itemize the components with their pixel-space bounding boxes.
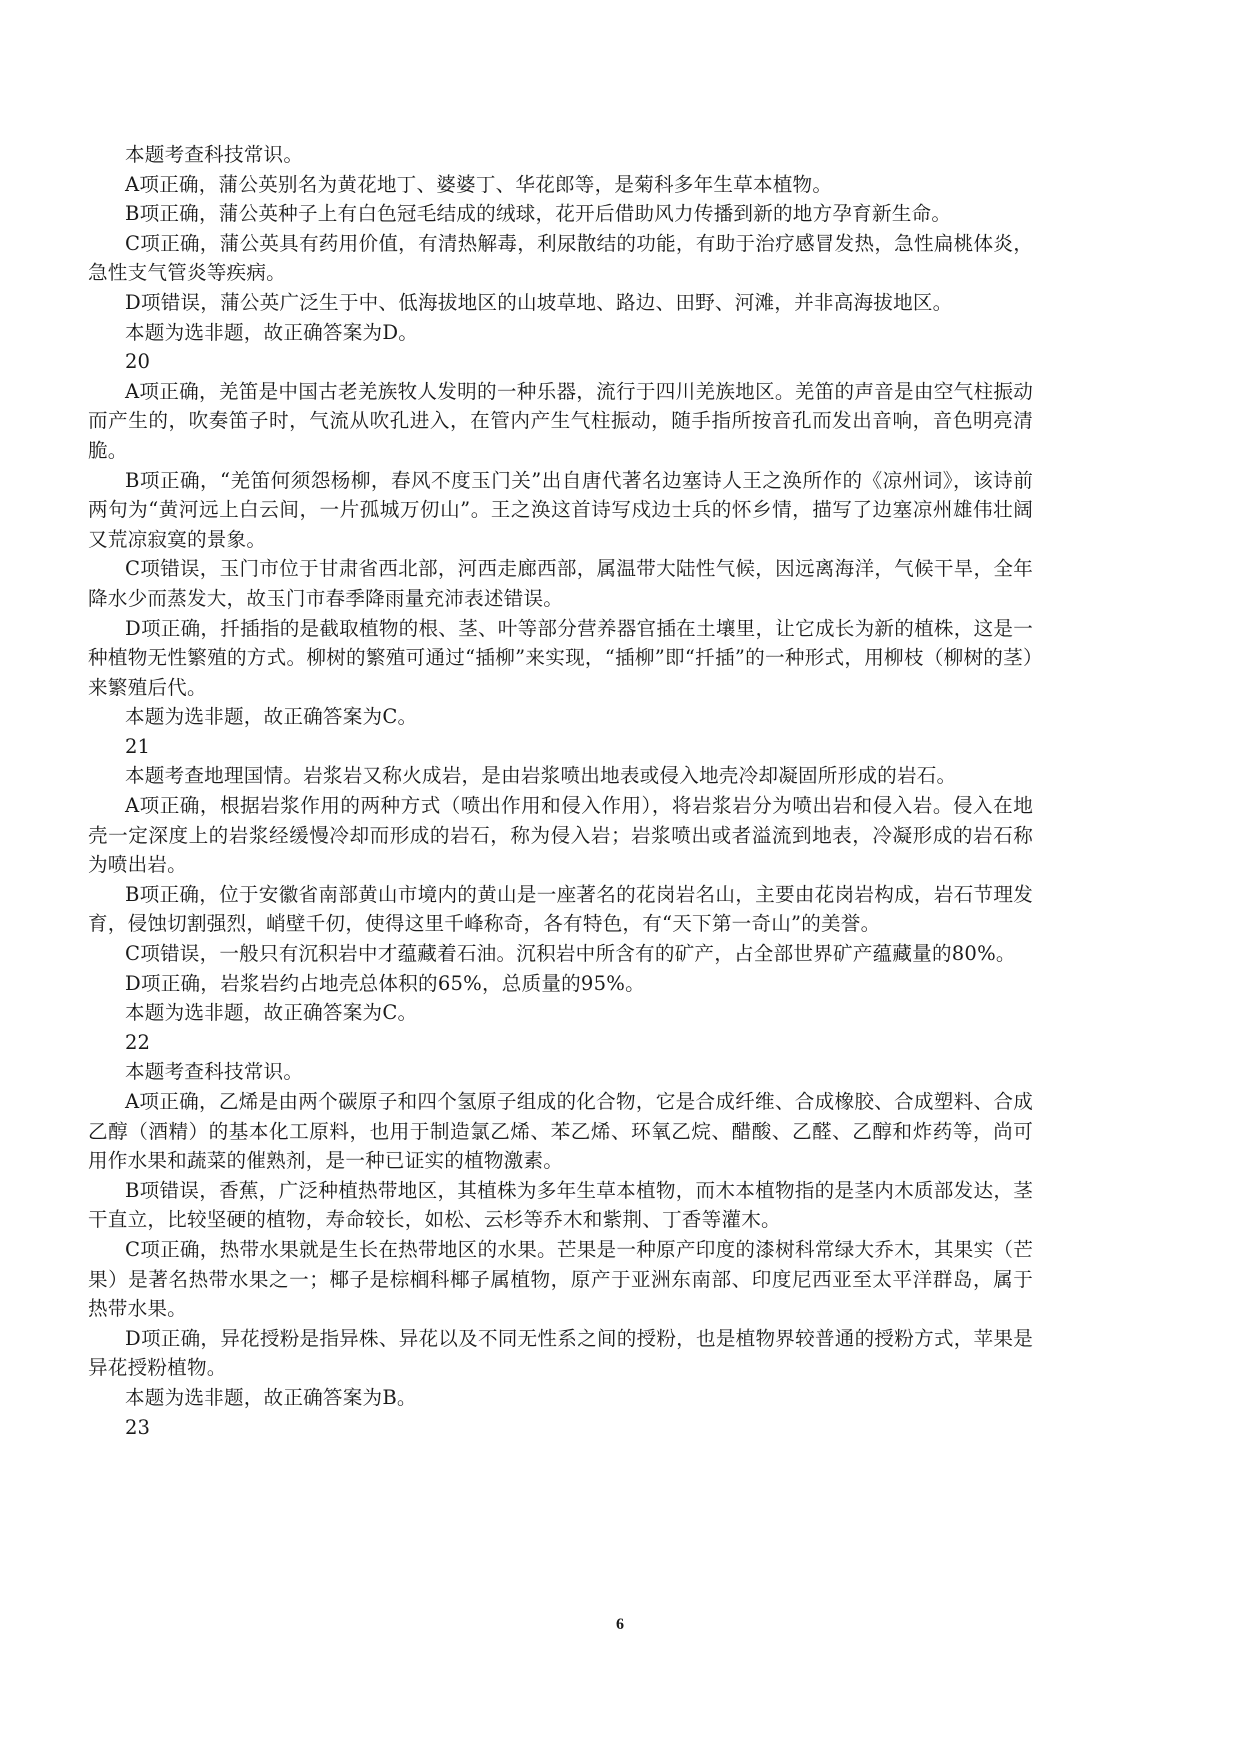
q21-topic: 本题考查地理国情。岩浆岩又称火成岩，是由岩浆喷出地表或侵入地壳冷却凝固所形成的岩石。 [125, 764, 957, 788]
q19-option-a: A项正确，蒲公英别名为黄花地丁、婆婆丁、华花郎等，是菊科多年生草本植物。 [125, 172, 833, 196]
q22-answer: 本题为选非题，故正确答案为B。 [125, 1385, 417, 1409]
q21-option-a: A项正确，根据岩浆作用的两种方式（喷出作用和侵入作用），将岩浆岩分为喷出岩和侵入岩。侵入在地壳一定深度上的岩浆经缓慢冷却而形成的岩石，称为侵入岩；岩浆喷出或者溢流到地表，冷凝形成的岩石称为喷出岩。 [88, 794, 1033, 877]
q19-option-c: C项正确，蒲公英具有药用价值，有清热解毒，利尿散结的功能，有助于治疗感冒发热，急性扁桃体炎，急性支气管炎等疾病。 [88, 231, 1033, 285]
q20-answer: 本题为选非题，故正确答案为C。 [125, 705, 418, 729]
q21-answer: 本题为选非题，故正确答案为C。 [125, 1001, 418, 1025]
q21-option-d: D项正确，岩浆岩约占地壳总体积的65%，总质量的95%。 [125, 971, 645, 995]
q22-topic: 本题考查科技常识。 [125, 1060, 304, 1084]
q21-option-c: C项错误，一般只有沉积岩中才蕴藏着石油。沉积岩中所含有的矿产，占全部世界矿产蕴藏量的80%。 [125, 942, 1016, 966]
question-number-22: 22 [125, 1030, 150, 1054]
q20-option-c: C项错误，玉门市位于甘肃省西北部，河西走廊西部，属温带大陆性气候，因远离海洋，气候干旱，全年降水少而蒸发大，故玉门市春季降雨量充沛表述错误。 [88, 557, 1033, 610]
q21-option-b: B项正确，位于安徽省南部黄山市境内的黄山是一座著名的花岗岩名山，主要由花岗岩构成，岩石节理发育，侵蚀切割强烈，峭壁千仞，使得这里千峰称奇，各有特色，有“天下第一奇山”的美誉。 [88, 882, 1033, 936]
q19-topic: 本题考查科技常识。 [125, 143, 304, 166]
q22-option-d: D项正确，异花授粉是指异株、异花以及不同无性系之间的授粉，也是植物界较普通的授粉方式，苹果是异花授粉植物。 [88, 1326, 1033, 1380]
question-number-23: 23 [125, 1415, 150, 1439]
q19-answer: 本题为选非题，故正确答案为D。 [125, 320, 419, 344]
q19-option-d: D项错误，蒲公英广泛生于中、低海拔地区的山坡草地、路边、田野、河滩，并非高海拔地区。 [125, 290, 953, 314]
q20-option-a: A项正确，羌笛是中国古老羌族牧人发明的一种乐器，流行于四川羌族地区。羌笛的声音是由空气柱振动而产生的，吹奏笛子时，气流从吹孔进入，在管内产生气柱振动，随手指所按音孔而发出音响，音色明亮清脆。 [88, 379, 1033, 462]
q20-option-b: B项正确，“羌笛何须怨杨柳，春风不度玉门关”出自唐代著名边塞诗人王之涣所作的《凉州词》，该诗前两句为“黄河远上白云间，一片孤城万仞山”。王之涣这首诗写戍边士兵的怀乡情，描写了边塞凉州雄伟壮阔又荒凉寂寞的景象。 [88, 468, 1033, 551]
q22-option-b: B项错误，香蕉，广泛种植热带地区，其植株为多年生草本植物，而木本植物指的是茎内木质部发达，茎干直立，比较坚硬的植物，寿命较长，如松、云杉等乔木和紫荆、丁香等灌木。 [88, 1178, 1033, 1232]
q19-option-b: B项正确，蒲公英种子上有白色冠毛结成的绒球，花开后借助风力传播到新的地方孕育新生命。 [125, 202, 952, 226]
q22-option-c: C项正确，热带水果就是生长在热带地区的水果。芒果是一种原产印度的漆树科常绿大乔木，其果实（芒果）是著名热带水果之一；椰子是棕榈科椰子属植物，原产于亚洲东南部、印度尼西亚至太平洋群岛，属于热带水果。 [88, 1237, 1033, 1321]
question-number-21: 21 [125, 734, 150, 758]
q20-option-d: D项正确，扦插指的是截取植物的根、茎、叶等部分营养器官插在土壤里，让它成长为新的植株，这是一种植物无性繁殖的方式。柳树的繁殖可通过“插柳”来实现，“插柳”即“扦插”的一种形式，用柳枝（柳树的茎）来繁殖后代。 [88, 616, 1033, 699]
question-number-20: 20 [125, 350, 150, 374]
q22-option-a: A项正确，乙烯是由两个碳原子和四个氢原子组成的化合物，它是合成纤维、合成橡胶、合成塑料、合成乙醇（酒精）的基本化工原料，也用于制造氯乙烯、苯乙烯、环氧乙烷、醋酸、乙醛、乙醇和炸药等，尚可用作水果和蔬菜的催熟剂，是一种已证实的植物激素。 [88, 1090, 1033, 1173]
page-number: 6 [616, 1616, 624, 1633]
document-body [88, 140, 1033, 1442]
